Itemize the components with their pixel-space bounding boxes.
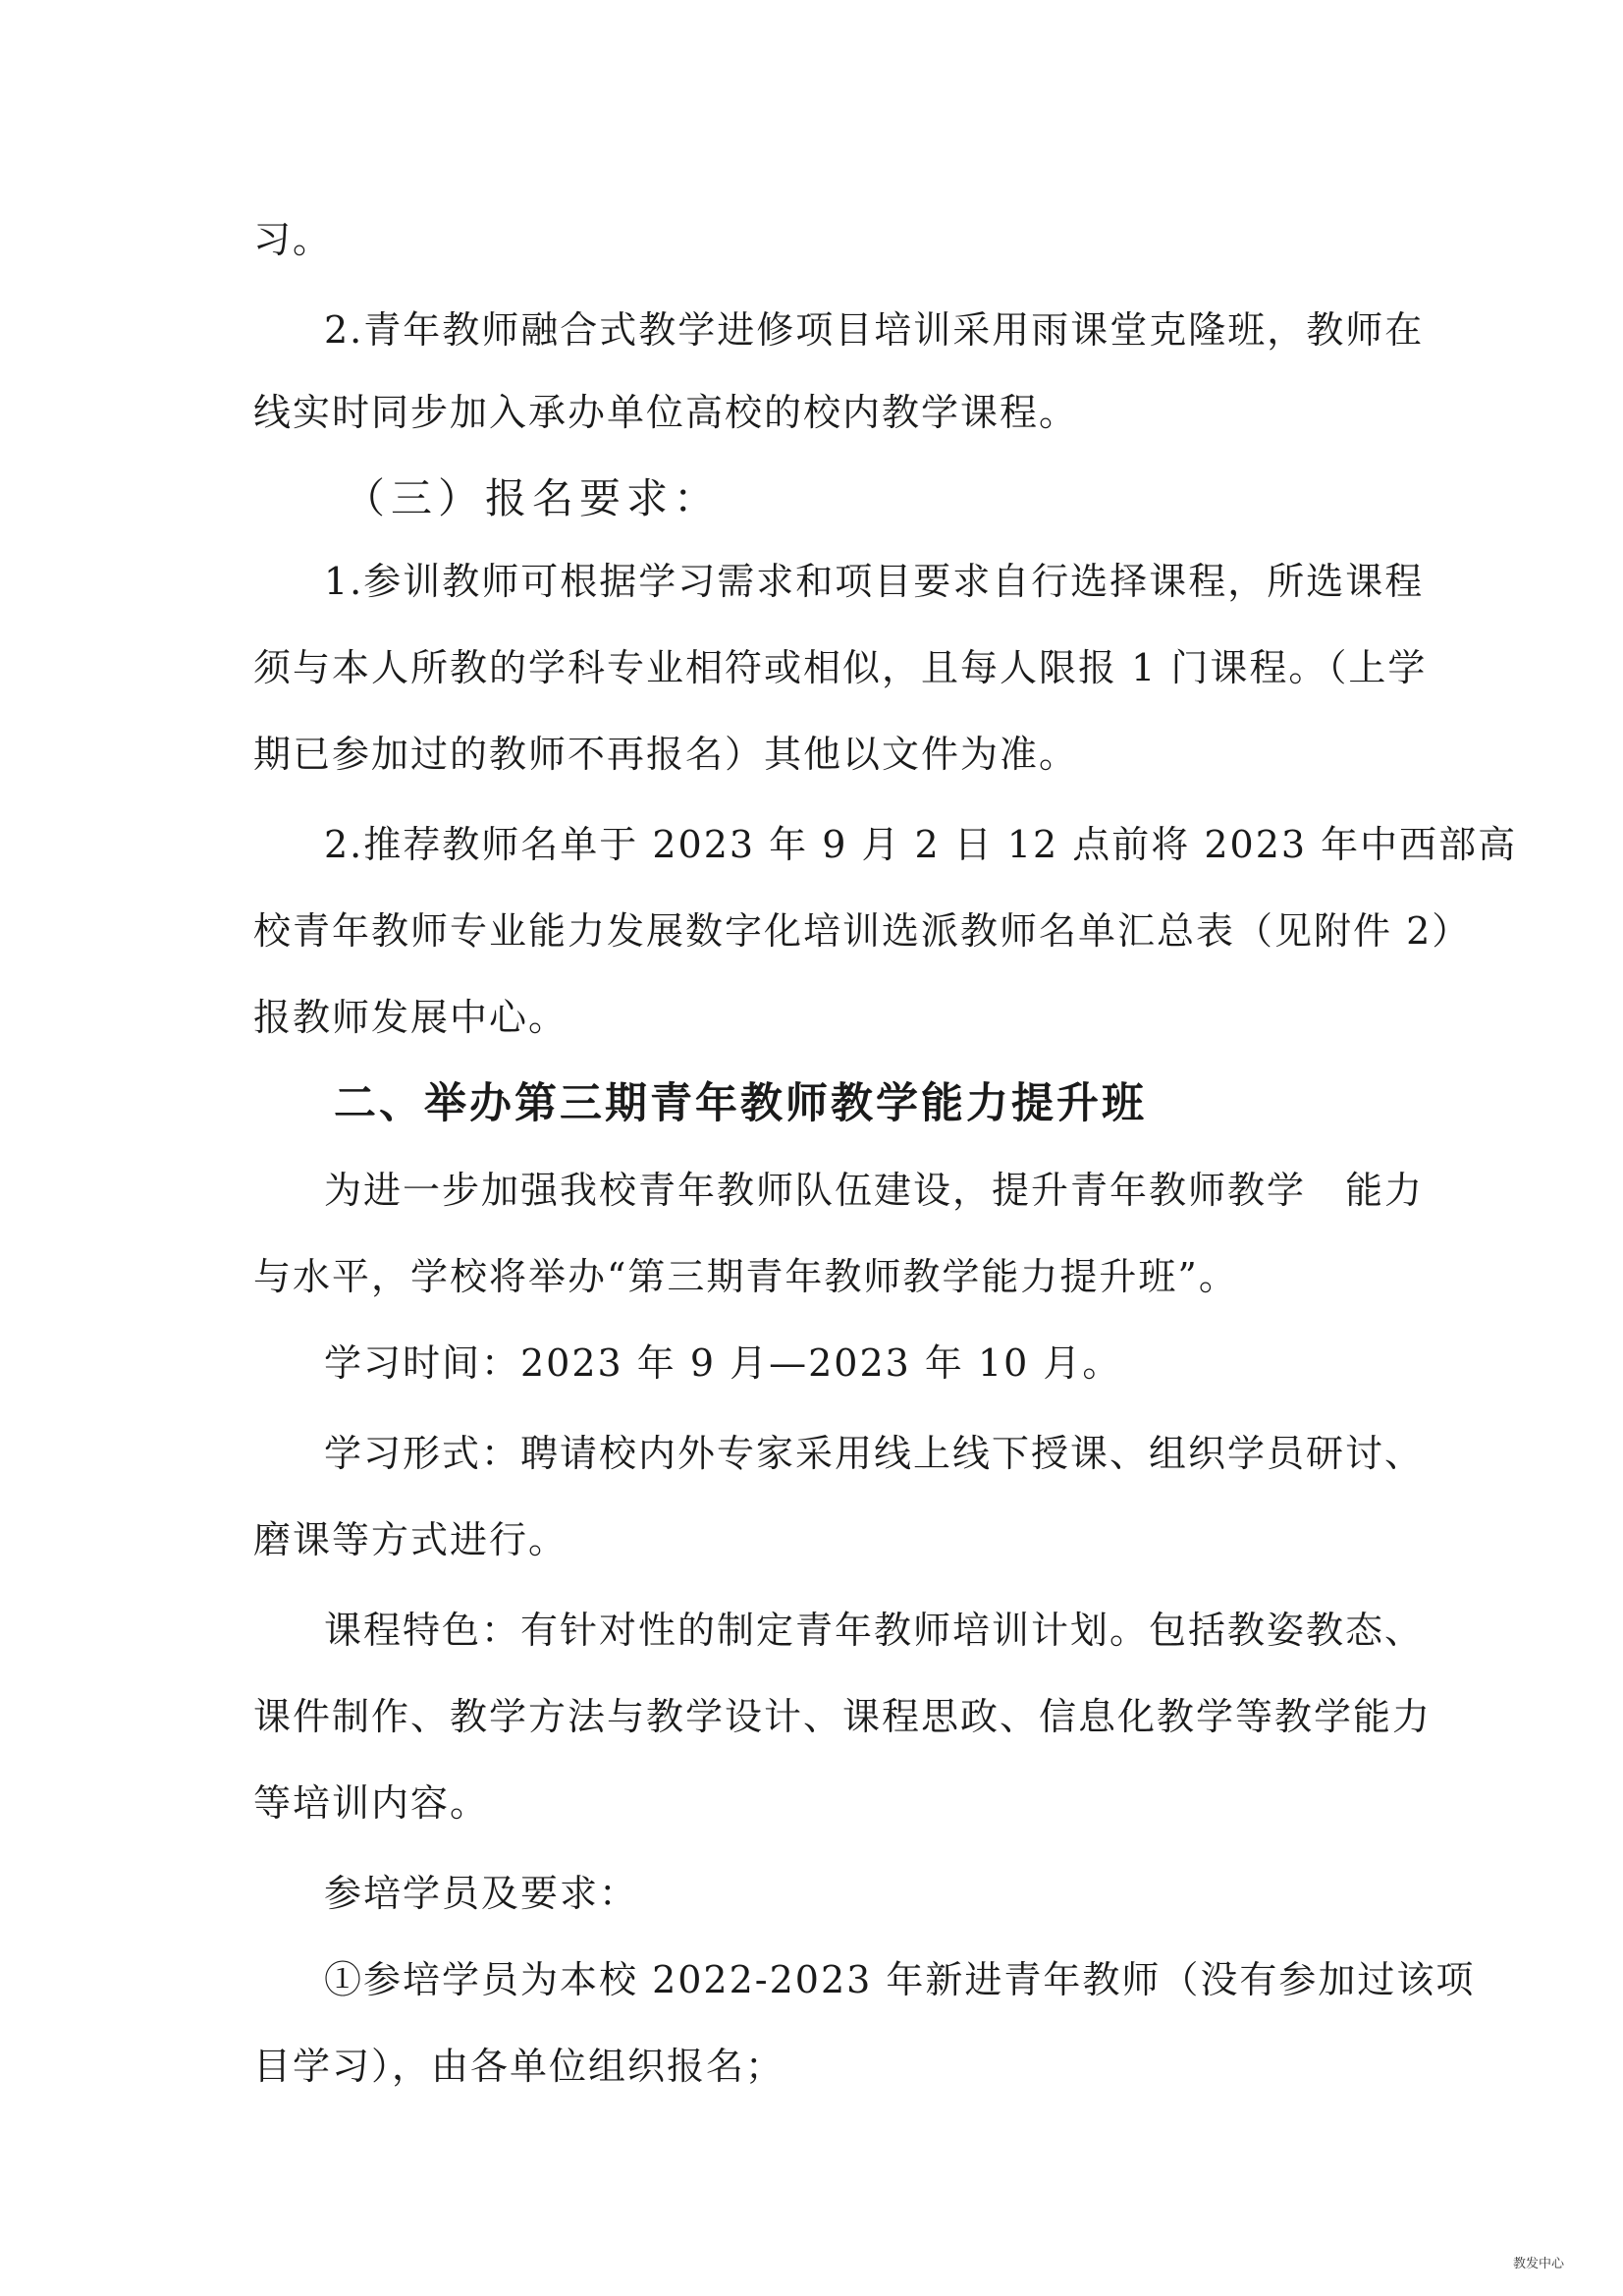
paragraph-line: 磨课等方式进行。 <box>253 1518 568 1561</box>
paragraph-line: 目学习），由各单位组织报名； <box>253 2045 785 2088</box>
paragraph-line: 等培训内容。 <box>253 1781 490 1825</box>
paragraph-line: 与水平，学校将举办“第三期青年教师教学能力提升班”。 <box>253 1255 1238 1298</box>
paragraph-line: 须与本人所教的学科专业相符或相似，且每人限报 1 门课程。（上学 <box>253 646 1428 689</box>
paragraph-line: 课程特色：有针对性的制定青年教师培训计划。包括教姿教态、 <box>324 1609 1425 1652</box>
paragraph-line: 课件制作、教学方法与教学设计、课程思政、信息化教学等教学能力 <box>253 1695 1433 1738</box>
paragraph-line: 2.青年教师融合式教学进修项目培训采用雨课堂克隆班，教师在 <box>324 308 1425 352</box>
paragraph-line: 校青年教师专业能力发展数字化培训选派教师名单汇总表（见附件 2） <box>253 909 1472 953</box>
paragraph-line: 学习时间：2023 年 9 月—2023 年 10 月。 <box>324 1341 1122 1385</box>
paragraph-line: 期已参加过的教师不再报名）其他以文件为准。 <box>253 733 1079 776</box>
paragraph-line: ①参培学员为本校 2022-2023 年新进青年教师（没有参加过该项 <box>324 1958 1476 2001</box>
paragraph-line: 1.参训教师可根据学习需求和项目要求自行选择课程，所选课程 <box>324 560 1425 603</box>
section-subheading: （三）报名要求： <box>344 474 722 522</box>
paragraph-line: 线实时同步加入承办单位高校的校内教学课程。 <box>253 391 1079 434</box>
section-heading: 二、举办第三期青年教师教学能力提升班 <box>334 1079 1147 1128</box>
paragraph-line: 2.推荐教师名单于 2023 年 9 月 2 日 12 点前将 2023 年中西部高 <box>324 823 1518 866</box>
paragraph-line: 学习形式：聘请校内外专家采用线上线下授课、组织学员研讨、 <box>324 1432 1425 1475</box>
paragraph-line: 习。 <box>253 218 333 261</box>
footer-watermark: 教发中心 <box>1512 2257 1564 2271</box>
paragraph-line: 为进一步加强我校青年教师队伍建设，提升青年教师教学 能力 <box>324 1169 1425 1212</box>
paragraph-line: 参培学员及要求： <box>324 1872 639 1915</box>
paragraph-line: 报教师发展中心。 <box>253 996 568 1039</box>
